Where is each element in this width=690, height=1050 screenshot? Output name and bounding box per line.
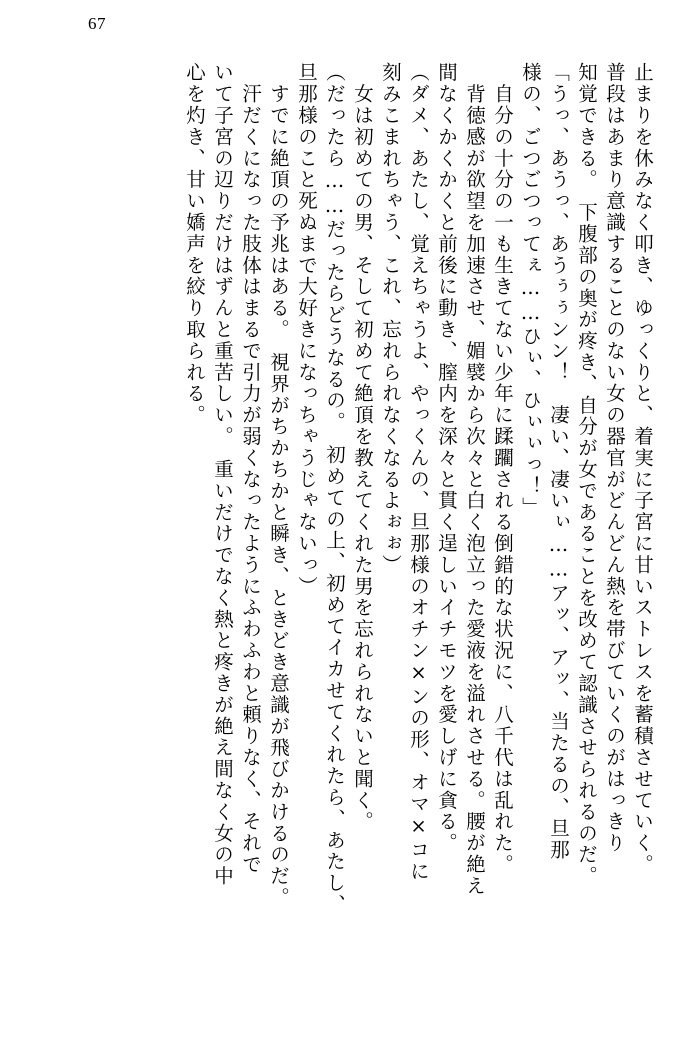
text-line: 普段はあまり意識することのない女の器官がどんどん熱を帯びていくのがはっきり	[603, 62, 626, 854]
text-line: 「うっ、あうっ、あうぅぅンン！ 凄い、凄いぃ……アッ、アッ、当たるの、旦那	[547, 62, 570, 861]
text-line: 知覚できる。 下腹部の奥が疼き、自分が女であることを改めて認識させられるのだ。	[575, 62, 598, 887]
text-line: 旦那様のこと死ぬまで大好きになっちゃうじゃないっ）	[295, 62, 318, 597]
text-line: 女は初めての男、そして初めて絶頂を教えてくれた男を忘れられないと聞く。	[351, 62, 374, 833]
text-line: 背徳感が欲望を加速させ、媚襞から次々と白く泡立った愛液を溢れさせる。腰が絶え	[463, 62, 486, 897]
text-line: （だったら……だったらどうなるの。 初めての上、初めてイカせてくれたら、あたし、	[323, 62, 346, 916]
text-line: （ダメ、あたし、覚えちゃうよ、やっくんの、旦那様のオチン×ンの形、オマ×コに	[407, 62, 430, 883]
vertical-text-body	[56, 62, 652, 1022]
text-line: 汗だくになった肢体はまるで引力が弱くなったようにふわふわと頼りなく、それで	[239, 62, 262, 876]
text-line: 間なくかくかくと前後に動き、膣内を深々と貫く逞しいイチモツを愛しげに貪る。	[435, 62, 458, 854]
text-line: 様の、ごつごつってぇ……ひぃ、ひぃぃっ！」	[519, 62, 542, 519]
text-line: 止まりを休みなく叩き、ゆっくりと、着実に子宮に甘いストレスを蓄積させていく。	[631, 62, 654, 876]
page-number: 67	[88, 14, 106, 33]
text-line: すでに絶頂の予兆はある。 視界がちかちかと瞬き、ときどき意識が飛びかけるのだ。	[267, 62, 290, 909]
text-line: いて子宮の辺りだけはずんと重苦しい。 重いだけでなく熱と疼きが絶え間なく女の中	[211, 62, 234, 887]
text-line: 刻みこまれちゃう、これ、忘れられなくなるよぉぉ）	[379, 62, 402, 576]
text-line: 自分の十分の一も生きてない少年に蹂躙される倒錯的な状況に、八千代は乱れた。	[491, 62, 514, 876]
text-line: 心を灼き、甘い嬌声を絞り取られる。	[183, 62, 206, 426]
